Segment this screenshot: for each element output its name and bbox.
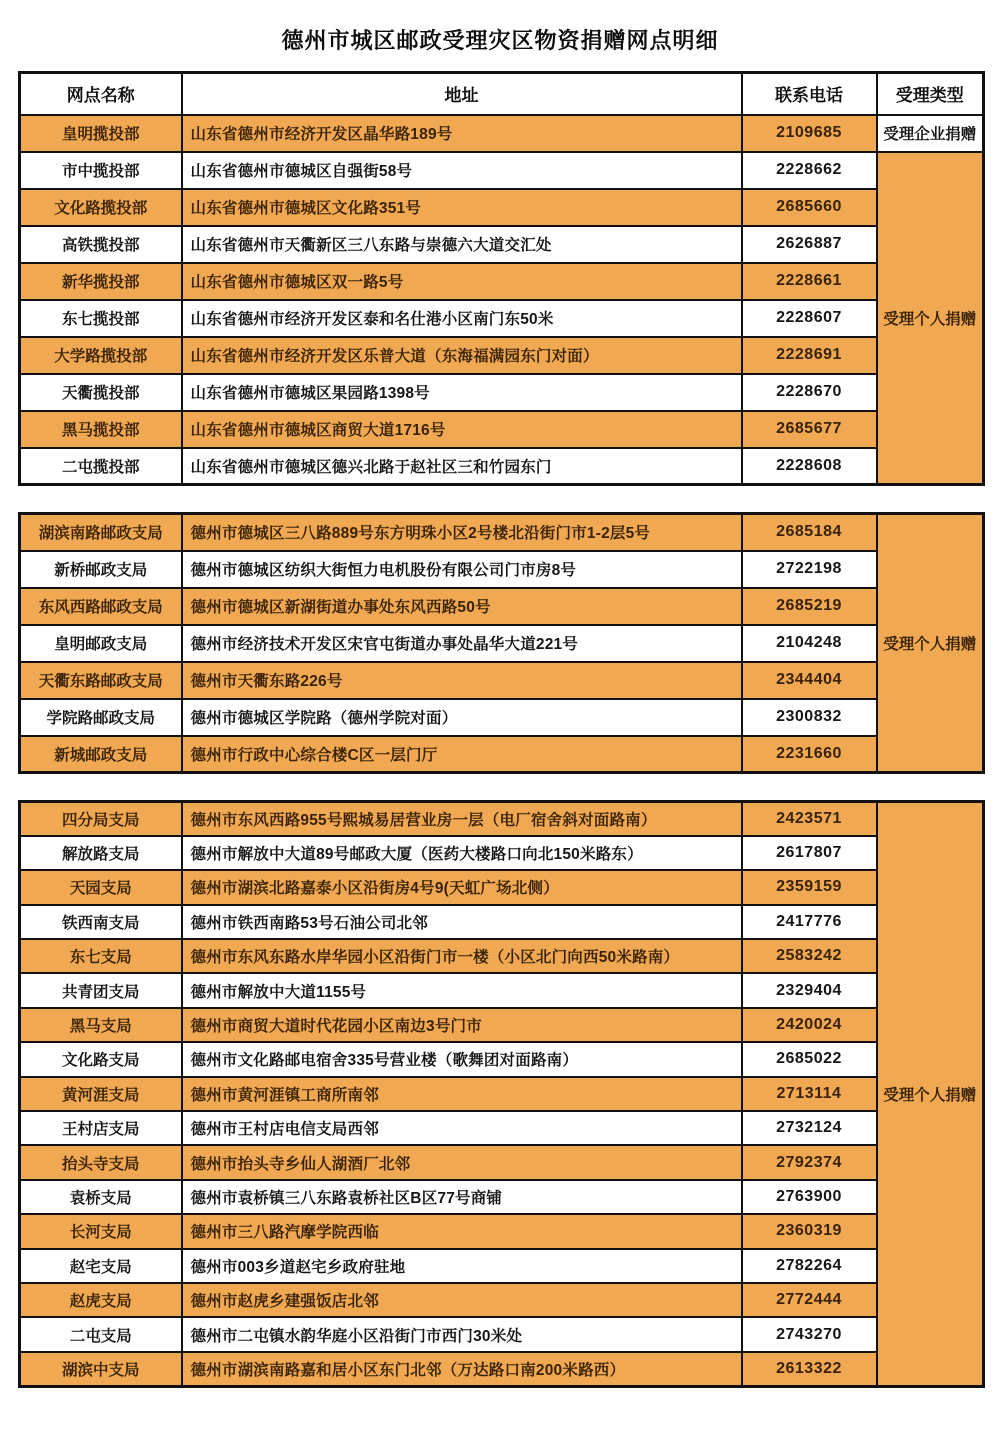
table-row [20,374,984,411]
branch-name-cell: 大学路揽投部 [20,337,182,374]
accept-type-cell: 受理个人捐赠 [877,152,984,485]
table-row [20,1249,984,1283]
branch-name-cell: 皇明邮政支局 [20,625,182,662]
branch-name-cell: 新桥邮政支局 [20,551,182,588]
branch-name-cell: 四分局支局 [20,802,182,836]
branch-name-cell: 皇明揽投部 [20,115,182,152]
address-cell: 德州市德城区学院路（德州学院对面） [182,699,742,736]
address-cell: 德州市黄河涯镇工商所南邻 [182,1077,742,1111]
branch-name-cell: 抬头寺支局 [20,1145,182,1179]
address-cell: 德州市文化路邮电宿舍335号营业楼（歌舞团对面路南） [182,1042,742,1076]
branch-name-cell: 市中揽投部 [20,152,182,189]
table-row [20,905,984,939]
phone-cell: 2104248 [742,625,877,662]
phone-cell: 2732124 [742,1111,877,1145]
address-cell: 德州市湖滨北路嘉泰小区沿街房4号9(天虹广场北侧） [182,870,742,904]
donation-table-1 [18,71,985,486]
address-cell: 德州市经济技术开发区宋官屯街道办事处晶华大道221号 [182,625,742,662]
table-row [20,226,984,263]
table-row [20,152,984,189]
table-row [20,1214,984,1248]
branch-name-cell: 长河支局 [20,1214,182,1248]
table-row [20,1042,984,1076]
phone-cell: 2228662 [742,152,877,189]
table-row [20,263,984,300]
address-cell: 德州市铁西南路53号石油公司北邻 [182,905,742,939]
accept-type-cell: 受理个人捐赠 [877,514,984,773]
phone-cell: 2722198 [742,551,877,588]
address-cell: 山东省德州市德城区双一路5号 [182,263,742,300]
table-row [20,736,984,773]
phone-cell: 2583242 [742,939,877,973]
phone-cell: 2685219 [742,588,877,625]
table-row [20,699,984,736]
address-cell: 德州市东风西路955号熙城易居营业房一层（电厂宿舍斜对面路南） [182,802,742,836]
branch-name-cell: 天衢东路邮政支局 [20,662,182,699]
phone-cell: 2685677 [742,411,877,448]
address-cell: 德州市德城区纺织大街恒力电机股份有限公司门市房8号 [182,551,742,588]
table-row [20,1077,984,1111]
table-row [20,870,984,904]
address-cell: 德州市二屯镇水韵华庭小区沿街门市西门30米处 [182,1317,742,1351]
header-row [20,73,984,115]
address-cell: 山东省德州市经济开发区晶华路189号 [182,115,742,152]
branch-name-cell: 赵宅支局 [20,1249,182,1283]
branch-name-cell: 黑马支局 [20,1008,182,1042]
branch-name-cell: 学院路邮政支局 [20,699,182,736]
column-header-1: 网点名称 [20,73,182,115]
table-row [20,1145,984,1179]
branch-name-cell: 文化路支局 [20,1042,182,1076]
table-row [20,1352,984,1386]
phone-cell: 2685660 [742,189,877,226]
branch-name-cell: 天园支局 [20,870,182,904]
address-cell: 山东省德州市德城区德兴北路于赵社区三和竹园东门 [182,448,742,485]
table-row [20,300,984,337]
phone-cell: 2228607 [742,300,877,337]
table-row [20,514,984,551]
address-cell: 山东省德州市经济开发区乐普大道（东海福满园东门对面） [182,337,742,374]
branch-name-cell: 新城邮政支局 [20,736,182,773]
branch-name-cell: 东七支局 [20,939,182,973]
phone-cell: 2228608 [742,448,877,485]
column-header-4: 受理类型 [877,73,984,115]
table-row [20,189,984,226]
address-cell: 德州市德城区三八路889号东方明珠小区2号楼北沿街门市1-2层5号 [182,514,742,551]
phone-cell: 2782264 [742,1249,877,1283]
phone-cell: 2613322 [742,1352,877,1386]
phone-cell: 2626887 [742,226,877,263]
phone-cell: 2743270 [742,1317,877,1351]
address-cell: 德州市天衢东路226号 [182,662,742,699]
branch-name-cell: 湖滨南路邮政支局 [20,514,182,551]
table-row [20,1180,984,1214]
branch-name-cell: 东七揽投部 [20,300,182,337]
address-cell: 德州市003乡道赵宅乡政府驻地 [182,1249,742,1283]
branch-name-cell: 赵虎支局 [20,1283,182,1317]
table-row [20,411,984,448]
phone-cell: 2420024 [742,1008,877,1042]
phone-cell: 2617807 [742,836,877,870]
branch-name-cell: 黑马揽投部 [20,411,182,448]
branch-name-cell: 新华揽投部 [20,263,182,300]
branch-name-cell: 二屯支局 [20,1317,182,1351]
table-row [20,115,984,152]
table-row [20,973,984,1007]
phone-cell: 2772444 [742,1283,877,1317]
table-row [20,1317,984,1351]
branch-name-cell: 东风西路邮政支局 [20,588,182,625]
branch-name-cell: 解放路支局 [20,836,182,870]
branch-name-cell: 铁西南支局 [20,905,182,939]
phone-cell: 2329404 [742,973,877,1007]
address-cell: 德州市湖滨南路嘉和居小区东门北邻（万达路口南200米路西） [182,1352,742,1386]
address-cell: 德州市抬头寺乡仙人湖酒厂北邻 [182,1145,742,1179]
accept-type-cell: 受理企业捐赠 [877,115,984,152]
table-row [20,551,984,588]
branch-name-cell: 天衢揽投部 [20,374,182,411]
phone-cell: 2792374 [742,1145,877,1179]
address-cell: 德州市解放中大道1155号 [182,973,742,1007]
address-cell: 山东省德州市德城区文化路351号 [182,189,742,226]
address-cell: 山东省德州市德城区果园路1398号 [182,374,742,411]
phone-cell: 2423571 [742,802,877,836]
phone-cell: 2359159 [742,870,877,904]
phone-cell: 2344404 [742,662,877,699]
phone-cell: 2685184 [742,514,877,551]
phone-cell: 2713114 [742,1077,877,1111]
phone-cell: 2228661 [742,263,877,300]
address-cell: 德州市德城区新湖街道办事处东风西路50号 [182,588,742,625]
phone-cell: 2228670 [742,374,877,411]
branch-name-cell: 文化路揽投部 [20,189,182,226]
address-cell: 山东省德州市经济开发区泰和名仕港小区南门东50米 [182,300,742,337]
branch-name-cell: 共青团支局 [20,973,182,1007]
phone-cell: 2763900 [742,1180,877,1214]
accept-type-cell: 受理个人捐赠 [877,802,984,1387]
table-row [20,337,984,374]
phone-cell: 2300832 [742,699,877,736]
address-cell: 德州市行政中心综合楼C区一层门厅 [182,736,742,773]
table-row [20,588,984,625]
address-cell: 德州市东风东路水岸华园小区沿街门市一楼（小区北门向西50米路南） [182,939,742,973]
branch-name-cell: 黄河涯支局 [20,1077,182,1111]
table-row [20,836,984,870]
address-cell: 德州市商贸大道时代花园小区南边3号门市 [182,1008,742,1042]
phone-cell: 2231660 [742,736,877,773]
branch-name-cell: 王村店支局 [20,1111,182,1145]
address-cell: 山东省德州市德城区自强街58号 [182,152,742,189]
table-row [20,625,984,662]
address-cell: 山东省德州市天衢新区三八东路与崇德六大道交汇处 [182,226,742,263]
branch-name-cell: 袁桥支局 [20,1180,182,1214]
donation-table-3 [18,800,985,1388]
address-cell: 德州市赵虎乡建强饭店北邻 [182,1283,742,1317]
branch-name-cell: 高铁揽投部 [20,226,182,263]
table-row [20,939,984,973]
table-row [20,1008,984,1042]
table-row [20,802,984,836]
column-header-3: 联系电话 [742,73,877,115]
address-cell: 德州市三八路汽摩学院西临 [182,1214,742,1248]
donation-table-2 [18,512,985,774]
table-row [20,662,984,699]
branch-name-cell: 二屯揽投部 [20,448,182,485]
phone-cell: 2685022 [742,1042,877,1076]
page-title: 德州市城区邮政受理灾区物资捐赠网点明细 [281,28,719,53]
table-row [20,448,984,485]
address-cell: 德州市王村店电信支局西邻 [182,1111,742,1145]
phone-cell: 2228691 [742,337,877,374]
address-cell: 德州市解放中大道89号邮政大厦（医药大楼路口向北150米路东） [182,836,742,870]
branch-name-cell: 湖滨中支局 [20,1352,182,1386]
table-row [20,1283,984,1317]
column-header-2: 地址 [182,73,742,115]
phone-cell: 2417776 [742,905,877,939]
address-cell: 德州市袁桥镇三八东路袁桥社区B区77号商铺 [182,1180,742,1214]
table-row [20,1111,984,1145]
address-cell: 山东省德州市德城区商贸大道1716号 [182,411,742,448]
phone-cell: 2109685 [742,115,877,152]
phone-cell: 2360319 [742,1214,877,1248]
